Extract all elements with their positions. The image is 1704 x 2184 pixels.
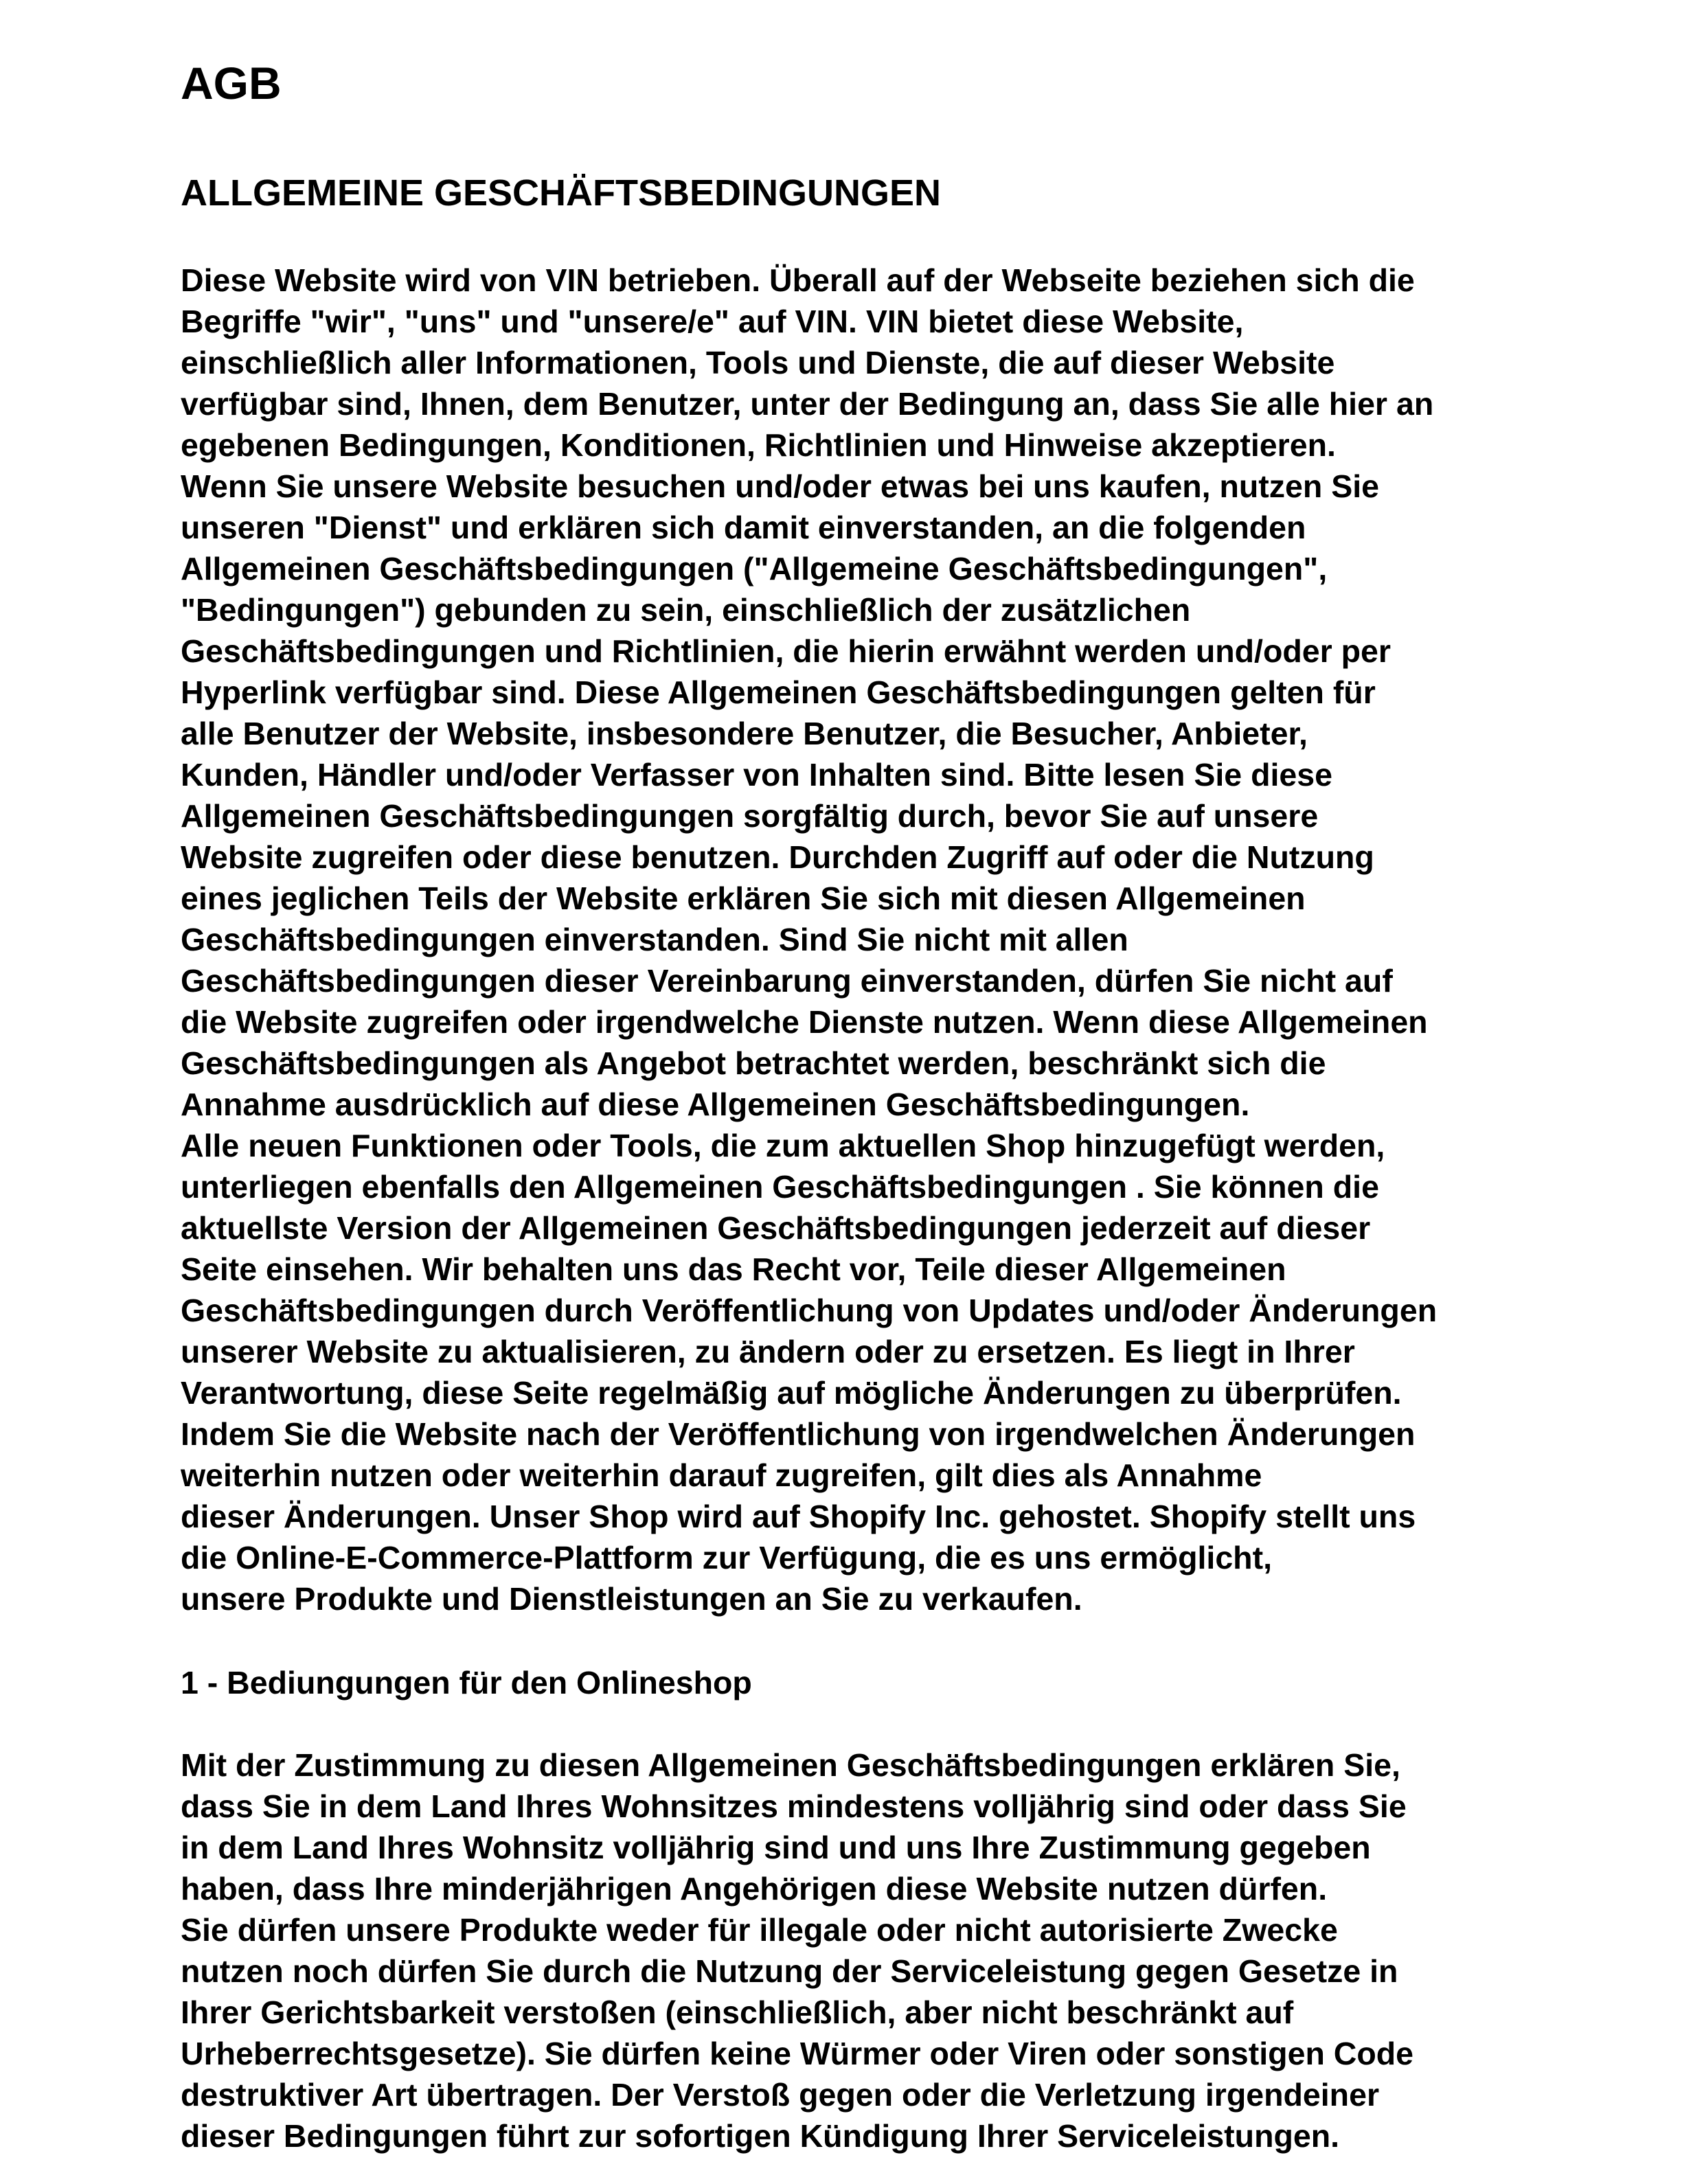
text-line: Begriffe "wir", "uns" und "unsere/e" auf VIN. VIN bietet diese Website,	[181, 304, 1244, 339]
text-line: Urheberrechtsgesetze). Sie dürfen keine Würmer oder Viren oder sonstigen Code	[181, 2036, 1414, 2071]
text-line: Ihrer Gerichtsbarkeit verstoßen (einschließlich, aber nicht beschränkt auf	[181, 1994, 1294, 2030]
text-line: unterliegen ebenfalls den Allgemeinen Geschäftsbedingungen . Sie können die	[181, 1169, 1379, 1205]
section-1-paragraph	[181, 1744, 1582, 2157]
text-line: unseren "Dienst" und erklären sich damit einverstanden, an die folgenden	[181, 510, 1306, 545]
text-line: unserer Website zu aktualisieren, zu ändern oder zu ersetzen. Es liegt in Ihrer	[181, 1334, 1355, 1369]
text-line: Diese Website wird von VIN betrieben. Überall auf der Webseite beziehen sich die	[181, 262, 1415, 298]
text-line: dass Sie in dem Land Ihres Wohnsitzes mindestens volljährig sind oder dass Sie	[181, 1788, 1407, 1824]
text-line: Alle neuen Funktionen oder Tools, die zum aktuellen Shop hinzugefügt werden,	[181, 1128, 1385, 1163]
text-line: die Online-E-Commerce-Plattform zur Verfügung, die es uns ermöglicht,	[181, 1540, 1272, 1576]
text-line: Geschäftsbedingungen dieser Vereinbarung einverstanden, dürfen Sie nicht auf	[181, 963, 1393, 999]
document-title: AGB	[181, 58, 282, 109]
text-line: aktuellste Version der Allgemeinen Geschäftsbedingungen jederzeit auf dieser	[181, 1210, 1371, 1246]
text-line: dieser Änderungen. Unser Shop wird auf Shopify Inc. gehostet. Shopify stellt uns	[181, 1499, 1416, 1534]
text-line: Geschäftsbedingungen durch Veröffentlichung von Updates und/oder Änderungen	[181, 1293, 1438, 1328]
text-line: in dem Land Ihres Wohnsitz volljährig sind und uns Ihre Zustimmung gegeben	[181, 1830, 1371, 1865]
text-line: weiterhin nutzen oder weiterhin darauf zugreifen, gilt dies als Annahme	[181, 1457, 1262, 1493]
text-line: Seite einsehen. Wir behalten uns das Recht vor, Teile dieser Allgemeinen	[181, 1251, 1286, 1287]
text-line: Website zugreifen oder diese benutzen. Durchden Zugriff auf oder die Nutzung	[181, 839, 1374, 875]
text-line: eines jeglichen Teils der Website erklären Sie sich mit diesen Allgemeinen	[181, 880, 1306, 916]
text-line: unsere Produkte und Dienstleistungen an Sie zu verkaufen.	[181, 1581, 1082, 1617]
text-line: verfügbar sind, Ihnen, dem Benutzer, unter der Bedingung an, dass Sie alle hier an	[181, 386, 1434, 422]
text-line: dieser Bedingungen führt zur sofortigen Kündigung Ihrer Serviceleistungen.	[181, 2118, 1340, 2154]
text-line: destruktiver Art übertragen. Der Verstoß gegen oder die Verletzung irgendeiner	[181, 2077, 1380, 2113]
text-line: alle Benutzer der Website, insbesondere Benutzer, die Besucher, Anbieter,	[181, 716, 1308, 751]
text-line: Geschäftsbedingungen und Richtlinien, die hierin erwähnt werden und/oder per	[181, 633, 1391, 669]
text-line: "Bedingungen") gebunden zu sein, einschließlich der zusätzlichen	[181, 592, 1191, 628]
text-line: Wenn Sie unsere Website besuchen und/oder etwas bei uns kaufen, nutzen Sie	[181, 468, 1379, 504]
text-line: Sie dürfen unsere Produkte weder für illegale oder nicht autorisierte Zwecke	[181, 1912, 1338, 1948]
text-line: Allgemeinen Geschäftsbedingungen ("Allgemeine Geschäftsbedingungen",	[181, 551, 1328, 587]
text-line: Allgemeinen Geschäftsbedingungen sorgfältig durch, bevor Sie auf unsere	[181, 798, 1319, 834]
text-line: Annahme ausdrücklich auf diese Allgemeinen Geschäftsbedingungen.	[181, 1087, 1250, 1122]
terms-heading: ALLGEMEINE GESCHÄFTSBEDINGUNGEN	[181, 172, 942, 214]
intro-paragraph	[181, 260, 1582, 1619]
text-line: Geschäftsbedingungen einverstanden. Sind Sie nicht mit allen	[181, 922, 1128, 957]
text-line: Hyperlink verfügbar sind. Diese Allgemeinen Geschäftsbedingungen gelten für	[181, 674, 1376, 710]
text-line: Geschäftsbedingungen als Angebot betrachtet werden, beschränkt sich die	[181, 1045, 1326, 1081]
text-line: Indem Sie die Website nach der Veröffentlichung von irgendwelchen Änderungen	[181, 1416, 1416, 1452]
text-line: Kunden, Händler und/oder Verfasser von Inhalten sind. Bitte lesen Sie diese	[181, 757, 1332, 793]
text-line: Mit der Zustimmung zu diesen Allgemeinen Geschäftsbedingungen erklären Sie,	[181, 1747, 1400, 1783]
text-line: die Website zugreifen oder irgendwelche Dienste nutzen. Wenn diese Allgemeinen	[181, 1004, 1428, 1040]
text-line: haben, dass Ihre minderjährigen Angehörigen diese Website nutzen dürfen.	[181, 1871, 1328, 1907]
text-line: Verantwortung, diese Seite regelmäßig auf mögliche Änderungen zu überprüfen.	[181, 1375, 1402, 1411]
text-line: einschließlich aller Informationen, Tools und Dienste, die auf dieser Website	[181, 345, 1335, 380]
section-heading-text: 1 - Bediungungen für den Onlineshop	[181, 1665, 752, 1700]
text-line: nutzen noch dürfen Sie durch die Nutzung der Serviceleistung gegen Gesetze in	[181, 1953, 1398, 1989]
section-1-heading	[181, 1662, 1582, 1703]
text-line: egebenen Bedingungen, Konditionen, Richtlinien und Hinweise akzeptieren.	[181, 427, 1336, 463]
